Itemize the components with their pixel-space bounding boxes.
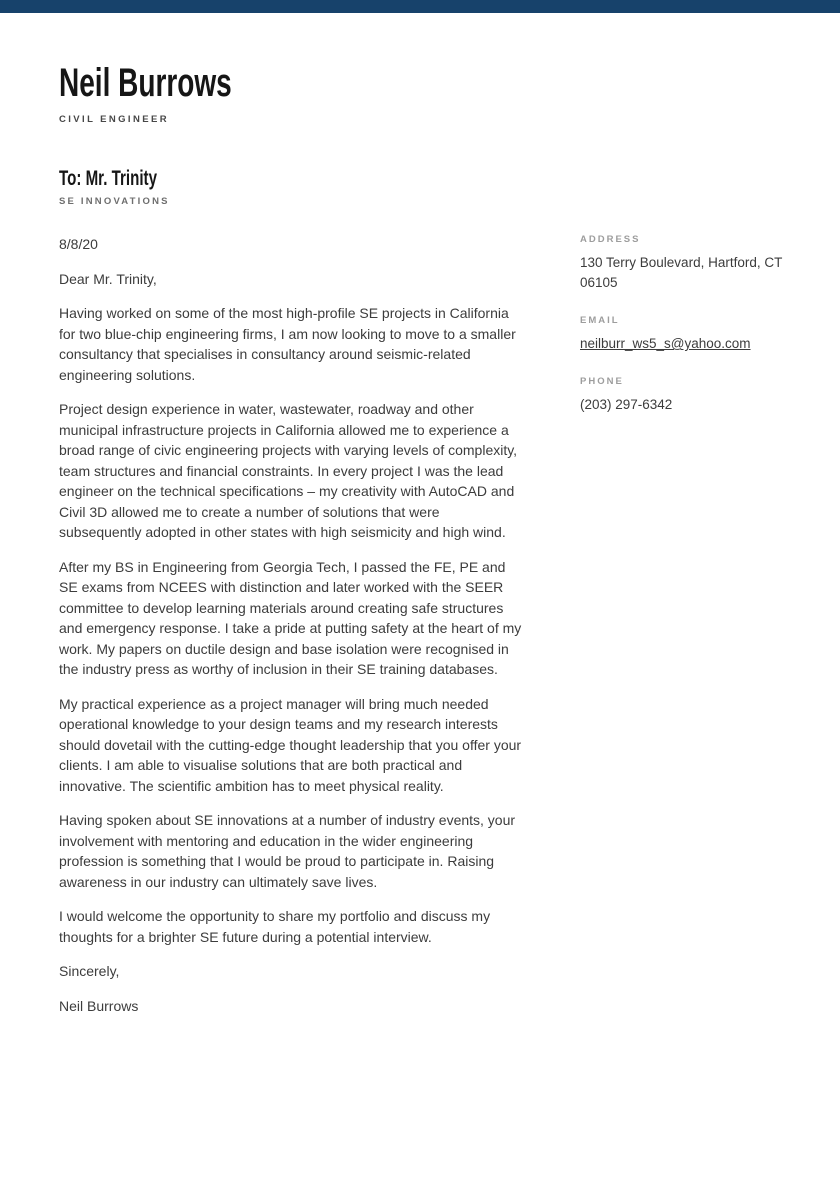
contact-sidebar — [580, 234, 785, 437]
letter-body — [59, 234, 525, 1016]
letter-signature: Neil Burrows — [59, 997, 139, 1014]
address-value: 130 Terry Boulevard, Hartford, CT 06105 — [580, 255, 783, 291]
applicant-name: Neil Burrows — [59, 61, 232, 105]
recipient-name: To: Mr. Trinity — [59, 167, 158, 190]
accent-top-bar — [0, 0, 840, 13]
letter-paragraph: Having spoken about SE innovations at a number of industry events, your involvement with mentoring and education in the wider engineering profession is something that I would be proud to participate in. Raising awareness in our industry can ultimately save lives. — [59, 812, 516, 890]
address-group — [580, 234, 785, 293]
letter-date: 8/8/20 — [59, 236, 98, 253]
email-link[interactable]: neilburr_ws5_s@yahoo.com — [580, 336, 751, 352]
letter-salutation: Dear Mr. Trinity, — [59, 270, 157, 287]
phone-value: (203) 297-6342 — [580, 397, 673, 413]
email-label: EMAIL — [580, 315, 620, 327]
phone-group — [580, 376, 785, 415]
letter-paragraph: After my BS in Engineering from Georgia Tech, I passed the FE, PE and SE exams from NCEES with distinction and later worked with the SEER committee to develop learning materials around creating safe structures and emergency response. I take a pride at putting safety at the heart of my work. My papers on ductile design and base isolation were recognised in the industry press as worthy of inclusion in their SE training databases. — [59, 558, 522, 678]
content-row — [59, 234, 781, 1016]
address-label: ADDRESS — [580, 234, 641, 246]
document-body — [0, 63, 840, 1016]
phone-label: PHONE — [580, 376, 624, 388]
letter-paragraph: Project design experience in water, wastewater, roadway and other municipal infrastructure projects in California allowed me to experience a broad range of civic engineering projects with varying levels of complexity, team structures and financial constraints. In every project I was the lead engineer on the technical specifications – my creativity with AutoCAD and Civil 3D allowed me to create a number of solutions that were subsequently adopted in other states with high seismicity and high wind. — [59, 401, 518, 541]
email-value — [580, 334, 785, 354]
letter-paragraph: Having worked on some of the most high-profile SE projects in California for two blue-chip engineering firms, I am now looking to move to a smaller consultancy that specialises in consultancy around seismic-related engineering solutions. — [59, 305, 516, 383]
letter-paragraph: I would welcome the opportunity to share my portfolio and discuss my thoughts for a brighter SE future during a potential interview. — [59, 908, 491, 945]
letter-closing: Sincerely, — [59, 963, 120, 980]
recipient-company: SE INNOVATIONS — [59, 196, 170, 208]
applicant-role: CIVIL ENGINEER — [59, 114, 169, 125]
recipient-block — [59, 167, 781, 207]
letter-paragraph: My practical experience as a project manager will bring much needed operational knowledge to your design teams and my research interests should dovetail with the cutting-edge thought leadership that you offer your clients. I am able to visualise solutions that are both practical and innovative. The scientific ambition has to meet physical reality. — [59, 695, 522, 794]
letter-header — [59, 63, 781, 125]
email-group — [580, 315, 785, 354]
